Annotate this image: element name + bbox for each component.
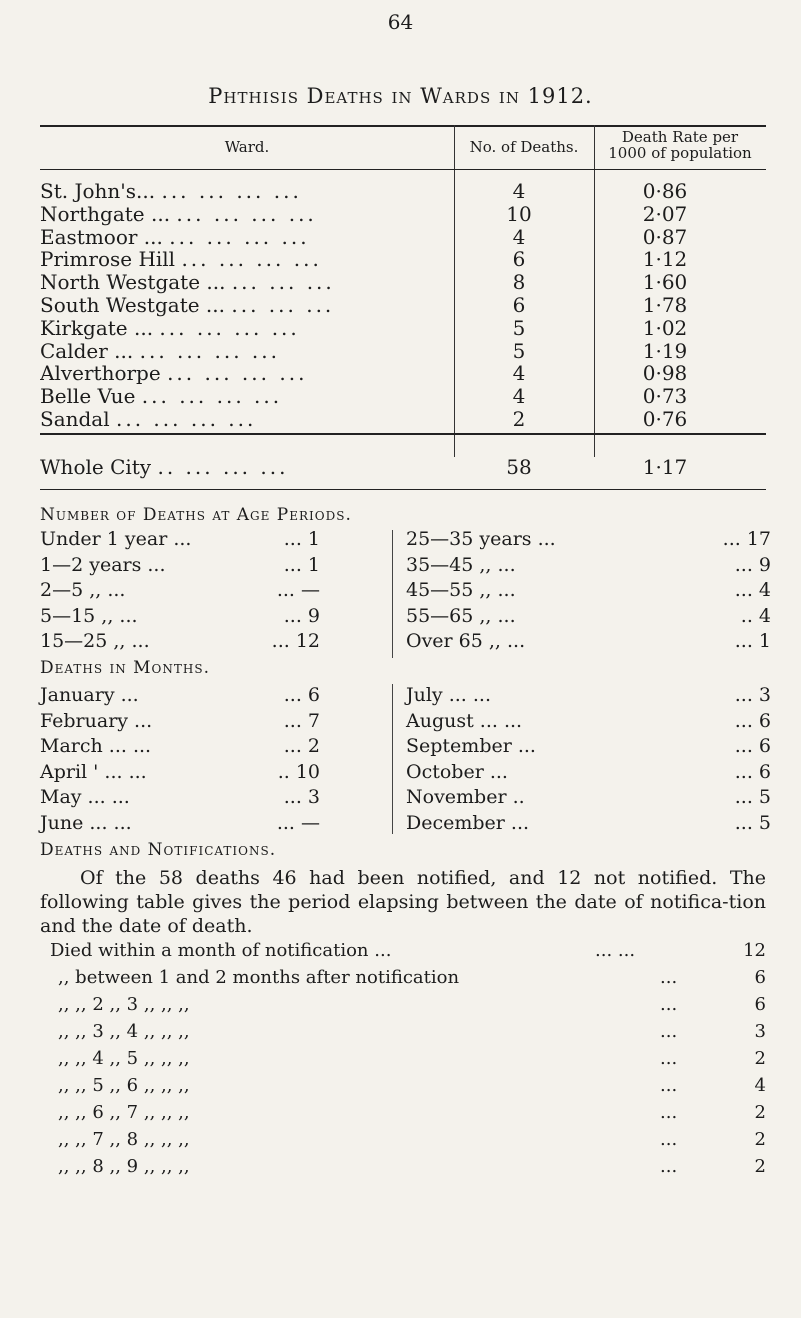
item-value: ... 1 (283, 553, 320, 576)
list-item (406, 528, 771, 552)
item-value: ... 9 (283, 604, 320, 627)
interval-text: Died within a month of notification ... (50, 940, 392, 961)
ward-name (40, 202, 470, 226)
rate-value: 1·12 (642, 247, 688, 272)
leader-dots: ... (660, 994, 678, 1015)
item-label: September ... (406, 735, 536, 757)
interval-row (40, 1129, 800, 1157)
item-value: ... 1 (283, 528, 320, 550)
item-value: ... 6 (734, 760, 771, 783)
ward-label: Kirkgate ... (40, 315, 154, 340)
item-label: May ... ... (40, 786, 130, 808)
leader-dots: ... (660, 1048, 678, 1069)
header-ward: Ward. (224, 138, 270, 156)
leader-dots: ... ... ... ... (116, 407, 257, 431)
list-item (406, 735, 771, 759)
ward-label: Northgate ... (40, 201, 171, 226)
leader-dots: ... ... ... ... (161, 179, 302, 203)
item-label: March ... ... (40, 735, 152, 757)
interval-text: ,, ,, 7 ,, 8 ,, ,, ,, (58, 1129, 190, 1150)
rate-value: 2·07 (642, 201, 688, 226)
leader-dots: ... ... ... ... (167, 361, 308, 386)
item-label: 5—15 ,, ... (40, 604, 138, 627)
deaths-value: 4 (512, 384, 526, 409)
rate-value: 0·87 (642, 224, 688, 249)
age-periods-heading: Number of Deaths at Age Periods. (40, 505, 352, 525)
item-value: .. 10 (277, 760, 320, 783)
interval-text: ,, ,, 8 ,, 9 ,, ,, ,, (58, 1156, 190, 1177)
list-item (40, 812, 320, 836)
item-value: ... 12 (271, 630, 320, 652)
item-value: ... 5 (734, 786, 771, 808)
interval-text: ,, ,, 2 ,, 3 ,, ,, ,, (58, 994, 190, 1015)
list-item (406, 710, 771, 734)
header-deaths: No. of Deaths. (469, 138, 579, 156)
interval-value: 3 (754, 1021, 766, 1042)
deaths-value: 6 (512, 293, 526, 317)
leader-dots: ... ... (595, 940, 636, 961)
list-item (406, 630, 771, 654)
header-rule (40, 169, 766, 170)
item-label: December ... (406, 811, 530, 834)
item-label: 55—65 ,, ... (406, 604, 516, 627)
item-value: ... 2 (283, 735, 320, 757)
rate-value: 1·02 (642, 315, 688, 340)
item-value: ... 17 (722, 528, 771, 550)
leader-dots: ... (660, 967, 678, 988)
interval-text: ,, between 1 and 2 months after notification (58, 967, 460, 988)
deaths-value: 10 (506, 201, 532, 226)
table-top-rule (40, 125, 766, 127)
list-item (40, 684, 320, 708)
interval-row (40, 967, 800, 995)
interval-row (40, 940, 800, 968)
leader-dots: ... ... ... ... (159, 315, 300, 340)
interval-row (40, 994, 800, 1022)
rate-value: 1·78 (642, 293, 688, 317)
ward-label: Sandal (40, 407, 110, 431)
item-label: Over 65 ,, ... (406, 630, 526, 652)
rate-value: 0·73 (642, 384, 688, 409)
notifications-heading: Deaths and Notifications. (40, 840, 277, 860)
leader-dots: ... (660, 1129, 678, 1150)
ward-name (40, 384, 470, 408)
item-value: ... 9 (734, 553, 771, 576)
ward-name (40, 316, 470, 340)
list-item (406, 579, 771, 603)
interval-row (40, 1075, 800, 1103)
rate-value: 0·76 (642, 407, 688, 431)
deaths-value: 6 (512, 247, 526, 272)
leader-dots: ... ... ... (231, 293, 335, 317)
ward-label: North Westgate ... (40, 270, 226, 295)
list-item (40, 579, 320, 603)
item-value: ... 6 (734, 709, 771, 732)
header-rate-line2: 1000 of population (608, 144, 752, 162)
list-item (406, 554, 771, 578)
item-label: Under 1 year ... (40, 528, 192, 550)
deaths-value: 8 (512, 270, 526, 295)
interval-row (40, 1102, 800, 1130)
item-label: July ... ... (406, 684, 491, 706)
item-value: ... 6 (283, 684, 320, 706)
item-value: ... — (276, 579, 320, 601)
total-label: Whole City .. ... ... ... (40, 455, 289, 479)
months-divider (392, 684, 393, 834)
ward-label: St. John's... (40, 179, 156, 203)
item-label: 25—35 years ... (406, 528, 556, 550)
deaths-value: 4 (512, 361, 526, 386)
page-number: 64 (387, 10, 414, 34)
total-deaths: 58 (506, 455, 532, 479)
ward-name (40, 361, 470, 385)
interval-row (40, 1156, 800, 1184)
interval-value: 6 (754, 994, 766, 1015)
interval-value: 6 (754, 967, 766, 988)
months-heading: Deaths in Months. (40, 658, 210, 678)
ward-label: South Westgate ... (40, 293, 225, 317)
item-label: 45—55 ,, ... (406, 579, 516, 601)
item-value: ... 3 (283, 786, 320, 808)
deaths-value: 5 (512, 315, 526, 340)
list-item (40, 735, 320, 759)
list-item (40, 528, 320, 552)
total-row (40, 455, 766, 485)
list-item (40, 554, 320, 578)
leader-dots: ... (660, 1156, 678, 1177)
item-label: 35—45 ,, ... (406, 553, 516, 576)
interval-value: 2 (754, 1048, 766, 1069)
rate-value: 0·86 (642, 179, 688, 203)
ward-name (40, 270, 470, 294)
item-label: 1—2 years ... (40, 553, 166, 576)
leader-dots: ... ... ... (231, 270, 335, 295)
ward-label: Calder ... (40, 338, 134, 363)
deaths-value: 4 (512, 179, 526, 203)
rate-value: 0·98 (642, 361, 688, 386)
leader-dots: ... (660, 1021, 678, 1042)
list-item (40, 630, 320, 654)
list-item (40, 710, 320, 734)
interval-value: 12 (743, 940, 766, 961)
item-value: ... 1 (734, 630, 771, 652)
table-bottom-rule (40, 489, 766, 490)
interval-text: ,, ,, 4 ,, 5 ,, ,, ,, (58, 1048, 190, 1069)
rate-value: 1·19 (642, 338, 688, 363)
rate-value: 1·60 (642, 270, 688, 295)
total-rate: 1·17 (642, 455, 688, 479)
list-item (406, 761, 771, 785)
item-value: .. 4 (740, 604, 771, 627)
interval-text: ,, ,, 5 ,, 6 ,, ,, ,, (58, 1075, 190, 1096)
item-value: ... 6 (734, 735, 771, 757)
list-item (406, 812, 771, 836)
interval-row (40, 1021, 800, 1049)
leader-dots: ... ... ... ... (169, 224, 310, 249)
ward-label: Belle Vue (40, 384, 136, 409)
item-value: ... 7 (283, 709, 320, 732)
item-label: November .. (406, 786, 525, 808)
list-item (40, 605, 320, 629)
interval-text: ,, ,, 6 ,, 7 ,, ,, ,, (58, 1102, 190, 1123)
total-rule (40, 433, 766, 435)
list-item (40, 786, 320, 810)
ward-label: Primrose Hill (40, 247, 176, 272)
interval-value: 4 (754, 1075, 766, 1096)
interval-text: ,, ,, 3 ,, 4 ,, ,, ,, (58, 1021, 190, 1042)
item-label: January ... (40, 684, 139, 706)
item-label: August ... ... (406, 709, 523, 732)
leader-dots: ... ... ... ... (139, 338, 280, 363)
leader-dots: ... (660, 1102, 678, 1123)
ward-table (40, 125, 766, 479)
interval-row (40, 1048, 800, 1076)
leader-dots: ... ... ... ... (141, 384, 283, 409)
header-rate-line1: Death Rate per (621, 128, 739, 146)
interval-value: 2 (754, 1102, 766, 1123)
item-label: October ... (406, 760, 508, 783)
item-value: ... 4 (734, 579, 771, 601)
item-label: 15—25 ,, ... (40, 630, 150, 652)
item-label: April ' ... ... (40, 760, 147, 783)
header-rate (594, 129, 766, 161)
notifications-paragraph: Of the 58 deaths 46 had been notified, and 12 not notified. The following table gives the period elapsing between the date of notifica-tion and the date of death. (40, 867, 766, 937)
ward-name (40, 247, 470, 271)
ward-name (40, 179, 470, 203)
ward-name (40, 407, 470, 431)
item-value: ... 5 (734, 811, 771, 834)
deaths-value: 4 (512, 224, 526, 249)
list-item (40, 761, 320, 785)
interval-value: 2 (754, 1129, 766, 1150)
page-title: Phthisis Deaths in Wards in 1912. (208, 84, 593, 108)
age-divider (392, 530, 393, 658)
ward-name (40, 293, 470, 317)
deaths-value: 2 (512, 407, 526, 431)
list-item (406, 684, 771, 708)
item-label: 2—5 ,, ... (40, 579, 126, 601)
ward-name (40, 339, 470, 363)
list-item (406, 605, 771, 629)
ward-label: Alverthorpe (40, 361, 161, 386)
item-label: June ... ... (40, 811, 132, 834)
item-value: ... — (276, 811, 320, 834)
item-label: February ... (40, 709, 153, 732)
deaths-value: 5 (512, 338, 526, 363)
leader-dots: ... ... ... ... (181, 247, 322, 272)
leader-dots: ... (660, 1075, 678, 1096)
ward-label: Eastmoor ... (40, 224, 163, 249)
list-item (406, 786, 771, 810)
interval-value: 2 (754, 1156, 766, 1177)
ward-name (40, 225, 470, 249)
leader-dots: ... ... ... ... (176, 201, 317, 226)
item-value: ... 3 (734, 684, 771, 706)
